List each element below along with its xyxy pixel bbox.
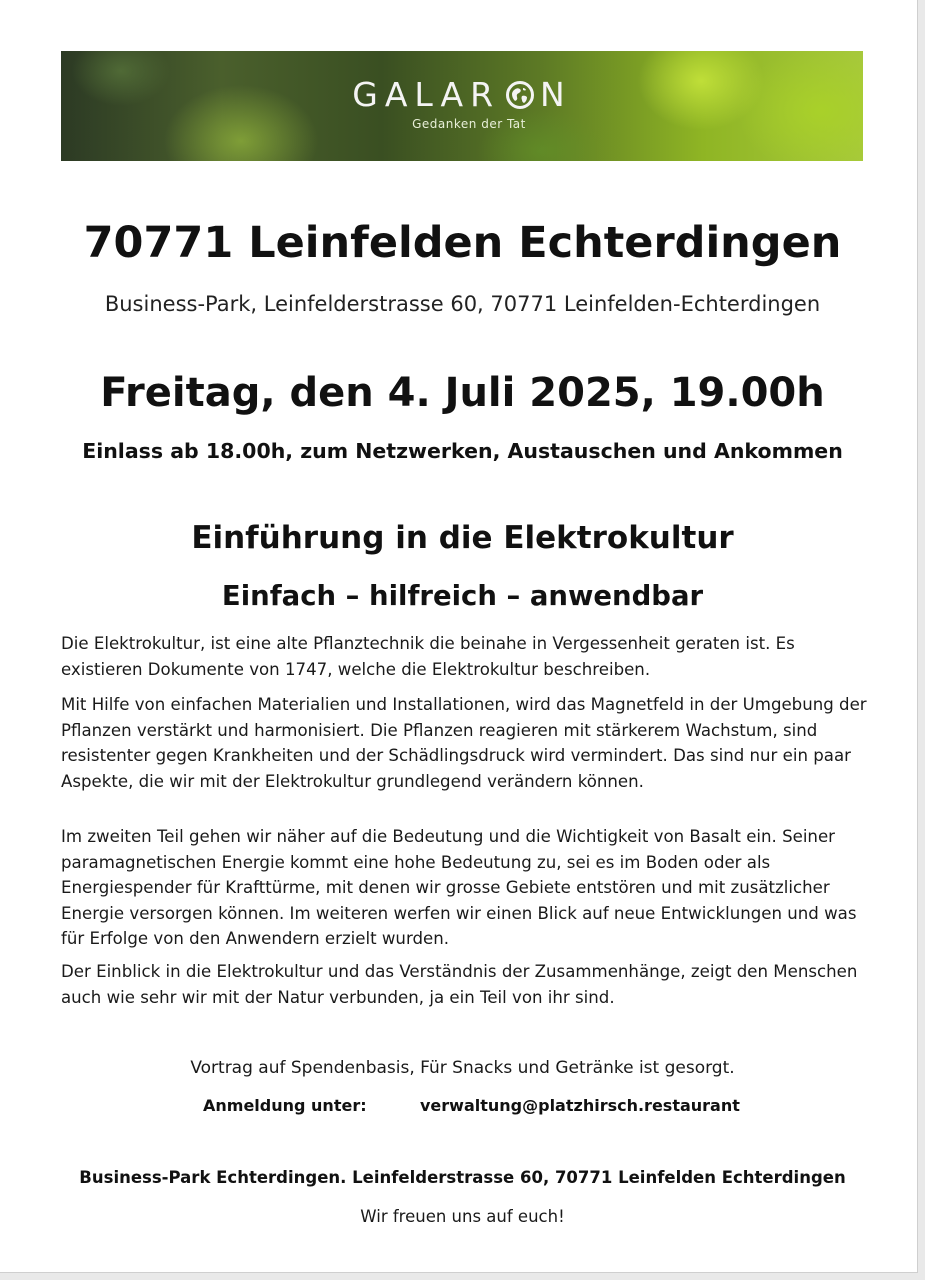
closing-line: Wir freuen uns auf euch! (360, 1207, 565, 1226)
footer-address: Business-Park Echterdingen. Leinfelderstrasse 60, 70771 Leinfelden Echterdingen (79, 1168, 846, 1187)
paragraph-3 (61, 824, 871, 952)
paragraph-4 (61, 959, 871, 1010)
brand-logo-text-left: GALAR (352, 75, 501, 114)
paragraph-text: Mit Hilfe von einfachen Materialien und Installationen, wird das Magnetfeld in der Umgebung der Pflanzen verstärkt und harmonisiert. Die Pflanzen reagieren mit stärkerem Wachstum, sind resistenter gegen Krankheiten und der Schädlingsdruck wird vermindert. Das sind nur ein paar Aspekte, die wir mit der Elektrokultur grundlegend verändern können. (61, 695, 867, 791)
registration-label: Anmeldung unter: (203, 1096, 367, 1115)
paragraph-text: Die Elektrokultur, ist eine alte Pflanztechnik die beinahe in Vergessenheit geraten ist. Es existieren Dokumente von 1747, welche die Elektrokultur beschreiben. (61, 634, 795, 679)
talk-title: Einführung in die Elektrokultur (191, 520, 734, 556)
paragraph-1 (61, 631, 871, 682)
brand-logo-text-right: N (540, 75, 572, 114)
paragraph-2 (61, 692, 871, 794)
brand-tagline: Gedanken der Tat (412, 117, 526, 131)
city-title: 70771 Leinfelden Echterdingen (83, 218, 842, 268)
talk-subtitle: Einfach – hilfreich – anwendbar (221, 580, 704, 612)
paragraph-text: Der Einblick in die Elektrokultur und das Verständnis der Zusammenhänge, zeigt den Menschen auch wie sehr wir mit der Natur verbunden, ja ein Teil von ihr sind. (61, 962, 858, 1007)
header-banner (61, 51, 863, 161)
paragraph-text: Im zweiten Teil gehen wir näher auf die Bedeutung und die Wichtigkeit von Basalt ein. Seiner paramagnetischen Energie kommt eine hohe Bedeutung zu, sei es im Boden oder als Energiespender für Krafttürme, mit denen wir grosse Gebiete entstören und mit zusätzlicher Energie versorgen können. Im weiteren werfen wir einen Blick auf neue Entwicklungen und was für Erfolge von den Anwendern erzielt wurden. (61, 827, 857, 948)
venue-address: Business-Park, Leinfelderstrasse 60, 70771 Leinfelden-Echterdingen (104, 292, 821, 316)
brand-logo (61, 75, 863, 114)
globe-icon (505, 80, 535, 110)
donation-note: Vortrag auf Spendenbasis, Für Snacks und Getränke ist gesorgt. (190, 1058, 735, 1078)
registration-email-link[interactable]: verwaltung@platzhirsch.restaurant (420, 1096, 740, 1115)
entry-time: Einlass ab 18.00h, zum Netzwerken, Austauschen und Ankommen (82, 439, 843, 463)
event-date: Freitag, den 4. Juli 2025, 19.00h (100, 370, 825, 416)
